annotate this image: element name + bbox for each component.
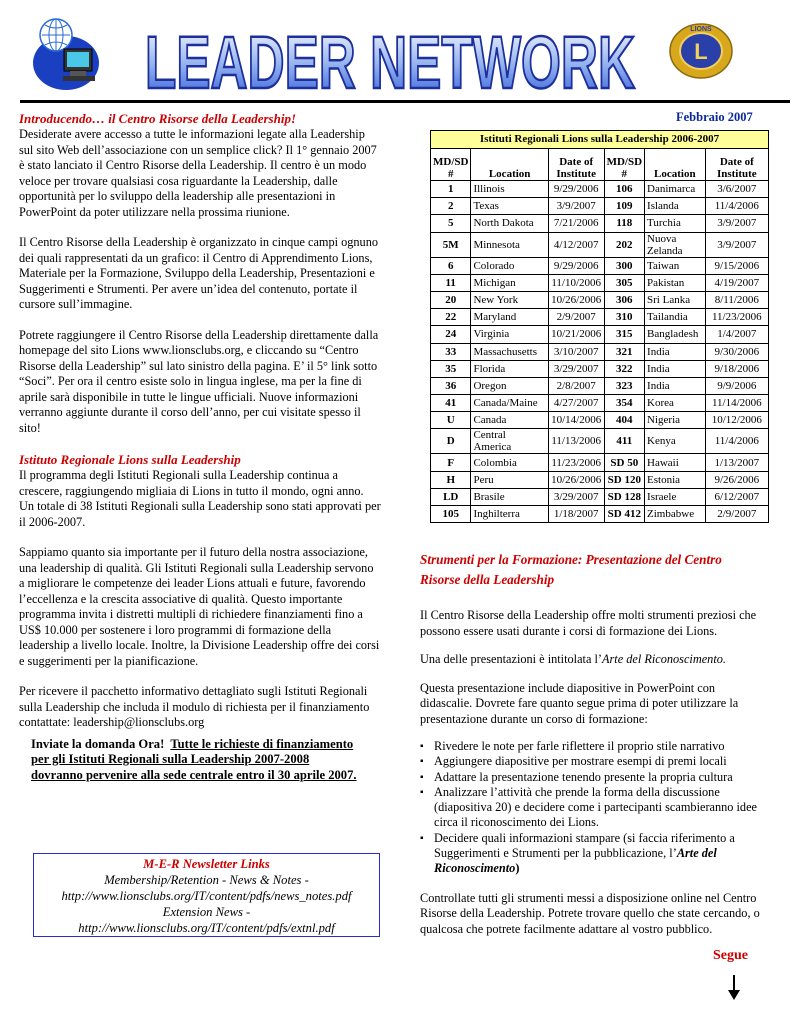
institutes-table-wrap bbox=[430, 130, 769, 523]
institute-date: 9/18/2006 bbox=[705, 360, 768, 377]
table-row bbox=[431, 215, 769, 232]
svg-text:LIONS: LIONS bbox=[690, 26, 712, 33]
institute-date: 10/26/2006 bbox=[548, 471, 604, 488]
newsletter-title bbox=[140, 8, 640, 98]
location: Brasile bbox=[471, 488, 548, 505]
table-row bbox=[431, 257, 769, 274]
md-sd-number: 315 bbox=[604, 326, 644, 343]
location: Colorado bbox=[471, 257, 548, 274]
institute-date: 8/11/2006 bbox=[705, 291, 768, 308]
location: Danimarca bbox=[645, 181, 706, 198]
col-header: MD/SD # bbox=[604, 149, 644, 181]
col-header: Location bbox=[471, 149, 548, 181]
list-item: ▪ Aggiungere diapositive per mostrare esempi di premi locali bbox=[420, 754, 765, 769]
table-caption: Istituti Regionali Lions sulla Leadership 2006-2007 bbox=[430, 130, 769, 148]
md-sd-number: 305 bbox=[604, 274, 644, 291]
md-sd-number: 105 bbox=[431, 506, 471, 523]
list-item: ▪ Rivedere le note per farle riflettere il proprio stile narrativo bbox=[420, 739, 765, 754]
md-sd-number: 5 bbox=[431, 215, 471, 232]
location: Islanda bbox=[645, 198, 706, 215]
institute-date: 1/13/2007 bbox=[705, 454, 768, 471]
md-sd-number: 404 bbox=[604, 412, 644, 429]
md-sd-number: 41 bbox=[431, 395, 471, 412]
md-sd-number: 6 bbox=[431, 257, 471, 274]
location: Hawaii bbox=[645, 454, 706, 471]
md-sd-number: U bbox=[431, 412, 471, 429]
institute-date: 11/10/2006 bbox=[548, 274, 604, 291]
tools-paragraph-2: Una delle presentazioni è intitolata l’ bbox=[420, 652, 602, 666]
tools-bullet-list bbox=[420, 739, 765, 877]
institute-date: 10/14/2006 bbox=[548, 412, 604, 429]
tools-heading: Strumenti per la Formazione: Presentazione del Centro Risorse della Leadership bbox=[420, 552, 722, 587]
md-sd-number: 411 bbox=[604, 429, 644, 454]
institute-date: 11/14/2006 bbox=[705, 395, 768, 412]
table-row bbox=[431, 454, 769, 471]
tools-paragraph-1: Il Centro Risorse della Leadership offre molti strumenti preziosi che possono essere usati durante i corsi di formazione dei Lions. bbox=[420, 608, 757, 638]
location: Nigeria bbox=[645, 412, 706, 429]
institute-date: 9/15/2006 bbox=[705, 257, 768, 274]
institute-date: 4/27/2007 bbox=[548, 395, 604, 412]
institute-heading: Istituto Regionale Lions sulla Leadership bbox=[19, 452, 241, 467]
location: India bbox=[645, 360, 706, 377]
news-notes-link[interactable]: http://www.lionsclubs.org/IT/content/pdfs/news_notes.pdf bbox=[61, 889, 352, 903]
institute-date: 9/29/2006 bbox=[548, 257, 604, 274]
md-sd-number: 323 bbox=[604, 377, 644, 394]
table-row bbox=[431, 412, 769, 429]
table-row bbox=[431, 429, 769, 454]
md-sd-number: 35 bbox=[431, 360, 471, 377]
md-sd-number: SD 50 bbox=[604, 454, 644, 471]
institute-date: 3/6/2007 bbox=[705, 181, 768, 198]
table-row bbox=[431, 309, 769, 326]
institute-date: 6/12/2007 bbox=[705, 488, 768, 505]
col-header: MD/SD # bbox=[431, 149, 471, 181]
presentation-title: Arte del Riconoscimento. bbox=[602, 652, 726, 666]
institute-date: 9/26/2006 bbox=[705, 471, 768, 488]
md-sd-number: 33 bbox=[431, 343, 471, 360]
md-sd-number: LD bbox=[431, 488, 471, 505]
institute-date: 3/29/2007 bbox=[548, 360, 604, 377]
md-sd-number: 354 bbox=[604, 395, 644, 412]
col-header: Date of Institute bbox=[705, 149, 768, 181]
institute-date: 9/29/2006 bbox=[548, 181, 604, 198]
location: India bbox=[645, 343, 706, 360]
intro-paragraph-1: Desiderate avere accesso a tutte le informazioni legate alla Leadership sul sito Web dell’associazione con un semplice click? Il 1° gennaio 2007 è stato lanciato il Centro Risorse della Leadership. Il centro è un modo veloce per trovare qualsiasi cosa riguardante la Leadership, dalle opportunità per lo sviluppo della leadership alle presentazioni in PowerPoint da poter utilizzare nella prossima riunione. bbox=[19, 127, 377, 219]
cta-deadline: Tutte le richieste di finanziamento per gli Istituti Regionali sulla Leadership 2007-2008 dovranno pervenire alla sede centrale entro il 30 aprile 2007. bbox=[31, 736, 357, 782]
tools-paragraph-3: Questa presentazione include diapositive in PowerPoint con didascalie. Dovrete fare quanto segue prima di poter utilizzare la presentazione durante un corso di formazione: bbox=[420, 680, 739, 726]
institute-date: 10/21/2006 bbox=[548, 326, 604, 343]
intro-heading: Introducendo… il Centro Risorse della Leadership! bbox=[19, 111, 296, 126]
institute-date: 4/19/2007 bbox=[705, 274, 768, 291]
md-sd-number: 300 bbox=[604, 257, 644, 274]
md-sd-number: 2 bbox=[431, 198, 471, 215]
list-item: ▪ Adattare la presentazione tenendo presente la propria cultura bbox=[420, 770, 765, 785]
continued-label: Segue bbox=[713, 948, 748, 963]
location: New York bbox=[471, 291, 548, 308]
md-sd-number: 306 bbox=[604, 291, 644, 308]
table-row bbox=[431, 395, 769, 412]
header-rule bbox=[20, 100, 790, 103]
md-sd-number: 36 bbox=[431, 377, 471, 394]
location: Michigan bbox=[471, 274, 548, 291]
location: Inghilterra bbox=[471, 506, 548, 523]
institute-date: 9/30/2006 bbox=[705, 343, 768, 360]
md-sd-number: D bbox=[431, 429, 471, 454]
md-sd-number: SD 128 bbox=[604, 488, 644, 505]
location: Nuova Zelanda bbox=[645, 232, 706, 257]
table-row bbox=[431, 471, 769, 488]
location: Peru bbox=[471, 471, 548, 488]
institute-date: 11/4/2006 bbox=[705, 429, 768, 454]
svg-text:L: L bbox=[694, 39, 708, 64]
intro-paragraph-2: Il Centro Risorse della Leadership è organizzato in cinque campi ognuno dei quali rappresentati da un grafico: il Centro di Apprendimento Lions, Materiale per la Formazione, Sviluppo della Leadership, Presentazioni e Suggerimenti e Strumenti. Per avere un’idea del contenuto, portate il cursore sull’immagine. bbox=[19, 235, 379, 311]
links-line-1: Membership/Retention - News & Notes - bbox=[104, 873, 309, 887]
table-row bbox=[431, 343, 769, 360]
md-sd-number: 5M bbox=[431, 232, 471, 257]
location: Kenya bbox=[645, 429, 706, 454]
lions-logo bbox=[668, 22, 734, 80]
table-row bbox=[431, 291, 769, 308]
table-row bbox=[431, 232, 769, 257]
newsletter-links-box bbox=[33, 853, 380, 937]
institute-date: 1/18/2007 bbox=[548, 506, 604, 523]
md-sd-number: 106 bbox=[604, 181, 644, 198]
institute-paragraph-3: Per ricevere il pacchetto informativo dettagliato sugli Istituti Regionali sulla Leadership che includa il modulo di richiesta per il finanziamento contattate: leadership@lionsclubs.org bbox=[19, 684, 370, 729]
table-row bbox=[431, 488, 769, 505]
location: Pakistan bbox=[645, 274, 706, 291]
md-sd-number: H bbox=[431, 471, 471, 488]
institute-date: 7/21/2006 bbox=[548, 215, 604, 232]
institutes-table bbox=[430, 148, 769, 523]
institute-date: 1/4/2007 bbox=[705, 326, 768, 343]
institute-date: 4/12/2007 bbox=[548, 232, 604, 257]
md-sd-number: 22 bbox=[431, 309, 471, 326]
location: Bangladesh bbox=[645, 326, 706, 343]
location: India bbox=[645, 377, 706, 394]
links-title: M-E-R Newsletter Links bbox=[143, 857, 270, 871]
md-sd-number: 322 bbox=[604, 360, 644, 377]
location: Florida bbox=[471, 360, 548, 377]
location: Estonia bbox=[645, 471, 706, 488]
location: Zimbabwe bbox=[645, 506, 706, 523]
issue-date: Febbraio 2007 bbox=[676, 110, 753, 124]
institute-date: 2/9/2007 bbox=[705, 506, 768, 523]
table-row bbox=[431, 377, 769, 394]
location: North Dakota bbox=[471, 215, 548, 232]
location: Korea bbox=[645, 395, 706, 412]
md-sd-number: 202 bbox=[604, 232, 644, 257]
links-line-3: Extension News - bbox=[162, 905, 251, 919]
extension-news-link[interactable]: http://www.lionsclubs.org/IT/content/pdfs/extnl.pdf bbox=[78, 921, 335, 935]
institute-date: 3/9/2007 bbox=[705, 232, 768, 257]
arrow-down-icon bbox=[726, 975, 742, 1001]
svg-text:LEADER NETWORK: LEADER NETWORK bbox=[145, 21, 635, 98]
institute-date: 9/9/2006 bbox=[705, 377, 768, 394]
table-row bbox=[431, 181, 769, 198]
col-header: Location bbox=[645, 149, 706, 181]
institute-date: 11/23/2006 bbox=[705, 309, 768, 326]
md-sd-number: SD 120 bbox=[604, 471, 644, 488]
location: Minnesota bbox=[471, 232, 548, 257]
cta-label: Inviate la domanda Ora! bbox=[31, 736, 165, 751]
md-sd-number: F bbox=[431, 454, 471, 471]
location: Illinois bbox=[471, 181, 548, 198]
md-sd-number: 109 bbox=[604, 198, 644, 215]
institute-date: 3/29/2007 bbox=[548, 488, 604, 505]
list-item: ▪ Analizzare l’attività che prende la forma della discussione (diapositiva 20) e decidere come i partecipanti scambieranno idee circa il riconoscimento dei Lions. bbox=[420, 785, 765, 831]
globe-computer-icon bbox=[30, 13, 106, 93]
tools-paragraph-4: Controllate tutti gli strumenti messi a disposizione online nel Centro Risorse della Leadership. Potrete trovare quello che state cercando, o qualcosa che potrete facilmente adattare al vostro pubblico. bbox=[420, 890, 760, 936]
location: Texas bbox=[471, 198, 548, 215]
location: Colombia bbox=[471, 454, 548, 471]
location: Oregon bbox=[471, 377, 548, 394]
col-header: Date of Institute bbox=[548, 149, 604, 181]
institute-date: 11/23/2006 bbox=[548, 454, 604, 471]
md-sd-number: 118 bbox=[604, 215, 644, 232]
institute-paragraph-2: Sappiamo quanto sia importante per il futuro della nostra associazione, una leadership di qualità. Gli Istituti Regionali sulla Leadership servono a migliorare le competenze dei leader Lions attuali e future, favorendo l’eccellenza e la crescita associative di qualità. Questo importante programma invita i distretti multipli di richiedere finanziamenti fino a US$ 10.000 per sostenere i loro programmi di formazione della leadership a livello locale. Inoltre, la Divisione Leadership offre dei corsi e suggerimenti per la pianificazione. bbox=[19, 545, 380, 668]
institute-date: 11/4/2006 bbox=[705, 198, 768, 215]
md-sd-number: 321 bbox=[604, 343, 644, 360]
md-sd-number: 310 bbox=[604, 309, 644, 326]
institute-date: 2/9/2007 bbox=[548, 309, 604, 326]
table-row bbox=[431, 326, 769, 343]
institute-date: 11/13/2006 bbox=[548, 429, 604, 454]
location: Canada/Maine bbox=[471, 395, 548, 412]
md-sd-number: SD 412 bbox=[604, 506, 644, 523]
md-sd-number: 11 bbox=[431, 274, 471, 291]
institute-date: 3/9/2007 bbox=[705, 215, 768, 232]
location: Taiwan bbox=[645, 257, 706, 274]
location: Maryland bbox=[471, 309, 548, 326]
intro-paragraph-3: Potrete raggiungere il Centro Risorse della Leadership direttamente dalla homepage del sito Lions www.lionsclubs.org, e cliccando su “Centro Risorse della Leadership” sul lato sinistro della pagina. E’ il 5° link sotto “Soci”. Per ora il centro esiste solo in lingua inglese, ma per la fine di aprile sarà disponibile in tutte le lingue ufficiali. Nuove informazioni verranno aggiunte durante il corso dell’anno, per cui visitate spesso il sito! bbox=[19, 327, 379, 435]
location: Central America bbox=[471, 429, 548, 454]
location: Sri Lanka bbox=[645, 291, 706, 308]
institute-date: 3/10/2007 bbox=[548, 343, 604, 360]
location: Virginia bbox=[471, 326, 548, 343]
list-item: ▪ Decidere quali informazioni stampare (si faccia riferimento a Suggerimenti e Strumenti per la pubblicazione, l’Arte del Riconoscimento) bbox=[420, 831, 765, 877]
md-sd-number: 24 bbox=[431, 326, 471, 343]
institute-date: 10/12/2006 bbox=[705, 412, 768, 429]
md-sd-number: 1 bbox=[431, 181, 471, 198]
location: Canada bbox=[471, 412, 548, 429]
md-sd-number: 20 bbox=[431, 291, 471, 308]
location: Israele bbox=[645, 488, 706, 505]
institute-paragraph-1: Il programma degli Istituti Regionali sulla Leadership continua a crescere, raggiungendo migliaia di Lions in tutto il mondo, ogni anno. Un totale di 38 Istituti Regionali sulla Leadership sono stati approvati per il 2006-2007. bbox=[19, 468, 381, 529]
table-row bbox=[431, 274, 769, 291]
location: Tailandia bbox=[645, 309, 706, 326]
table-row bbox=[431, 198, 769, 215]
table-row bbox=[431, 360, 769, 377]
institute-date: 2/8/2007 bbox=[548, 377, 604, 394]
location: Turchia bbox=[645, 215, 706, 232]
institute-date: 10/26/2006 bbox=[548, 291, 604, 308]
location: Massachusetts bbox=[471, 343, 548, 360]
institute-date: 3/9/2007 bbox=[548, 198, 604, 215]
table-row bbox=[431, 506, 769, 523]
